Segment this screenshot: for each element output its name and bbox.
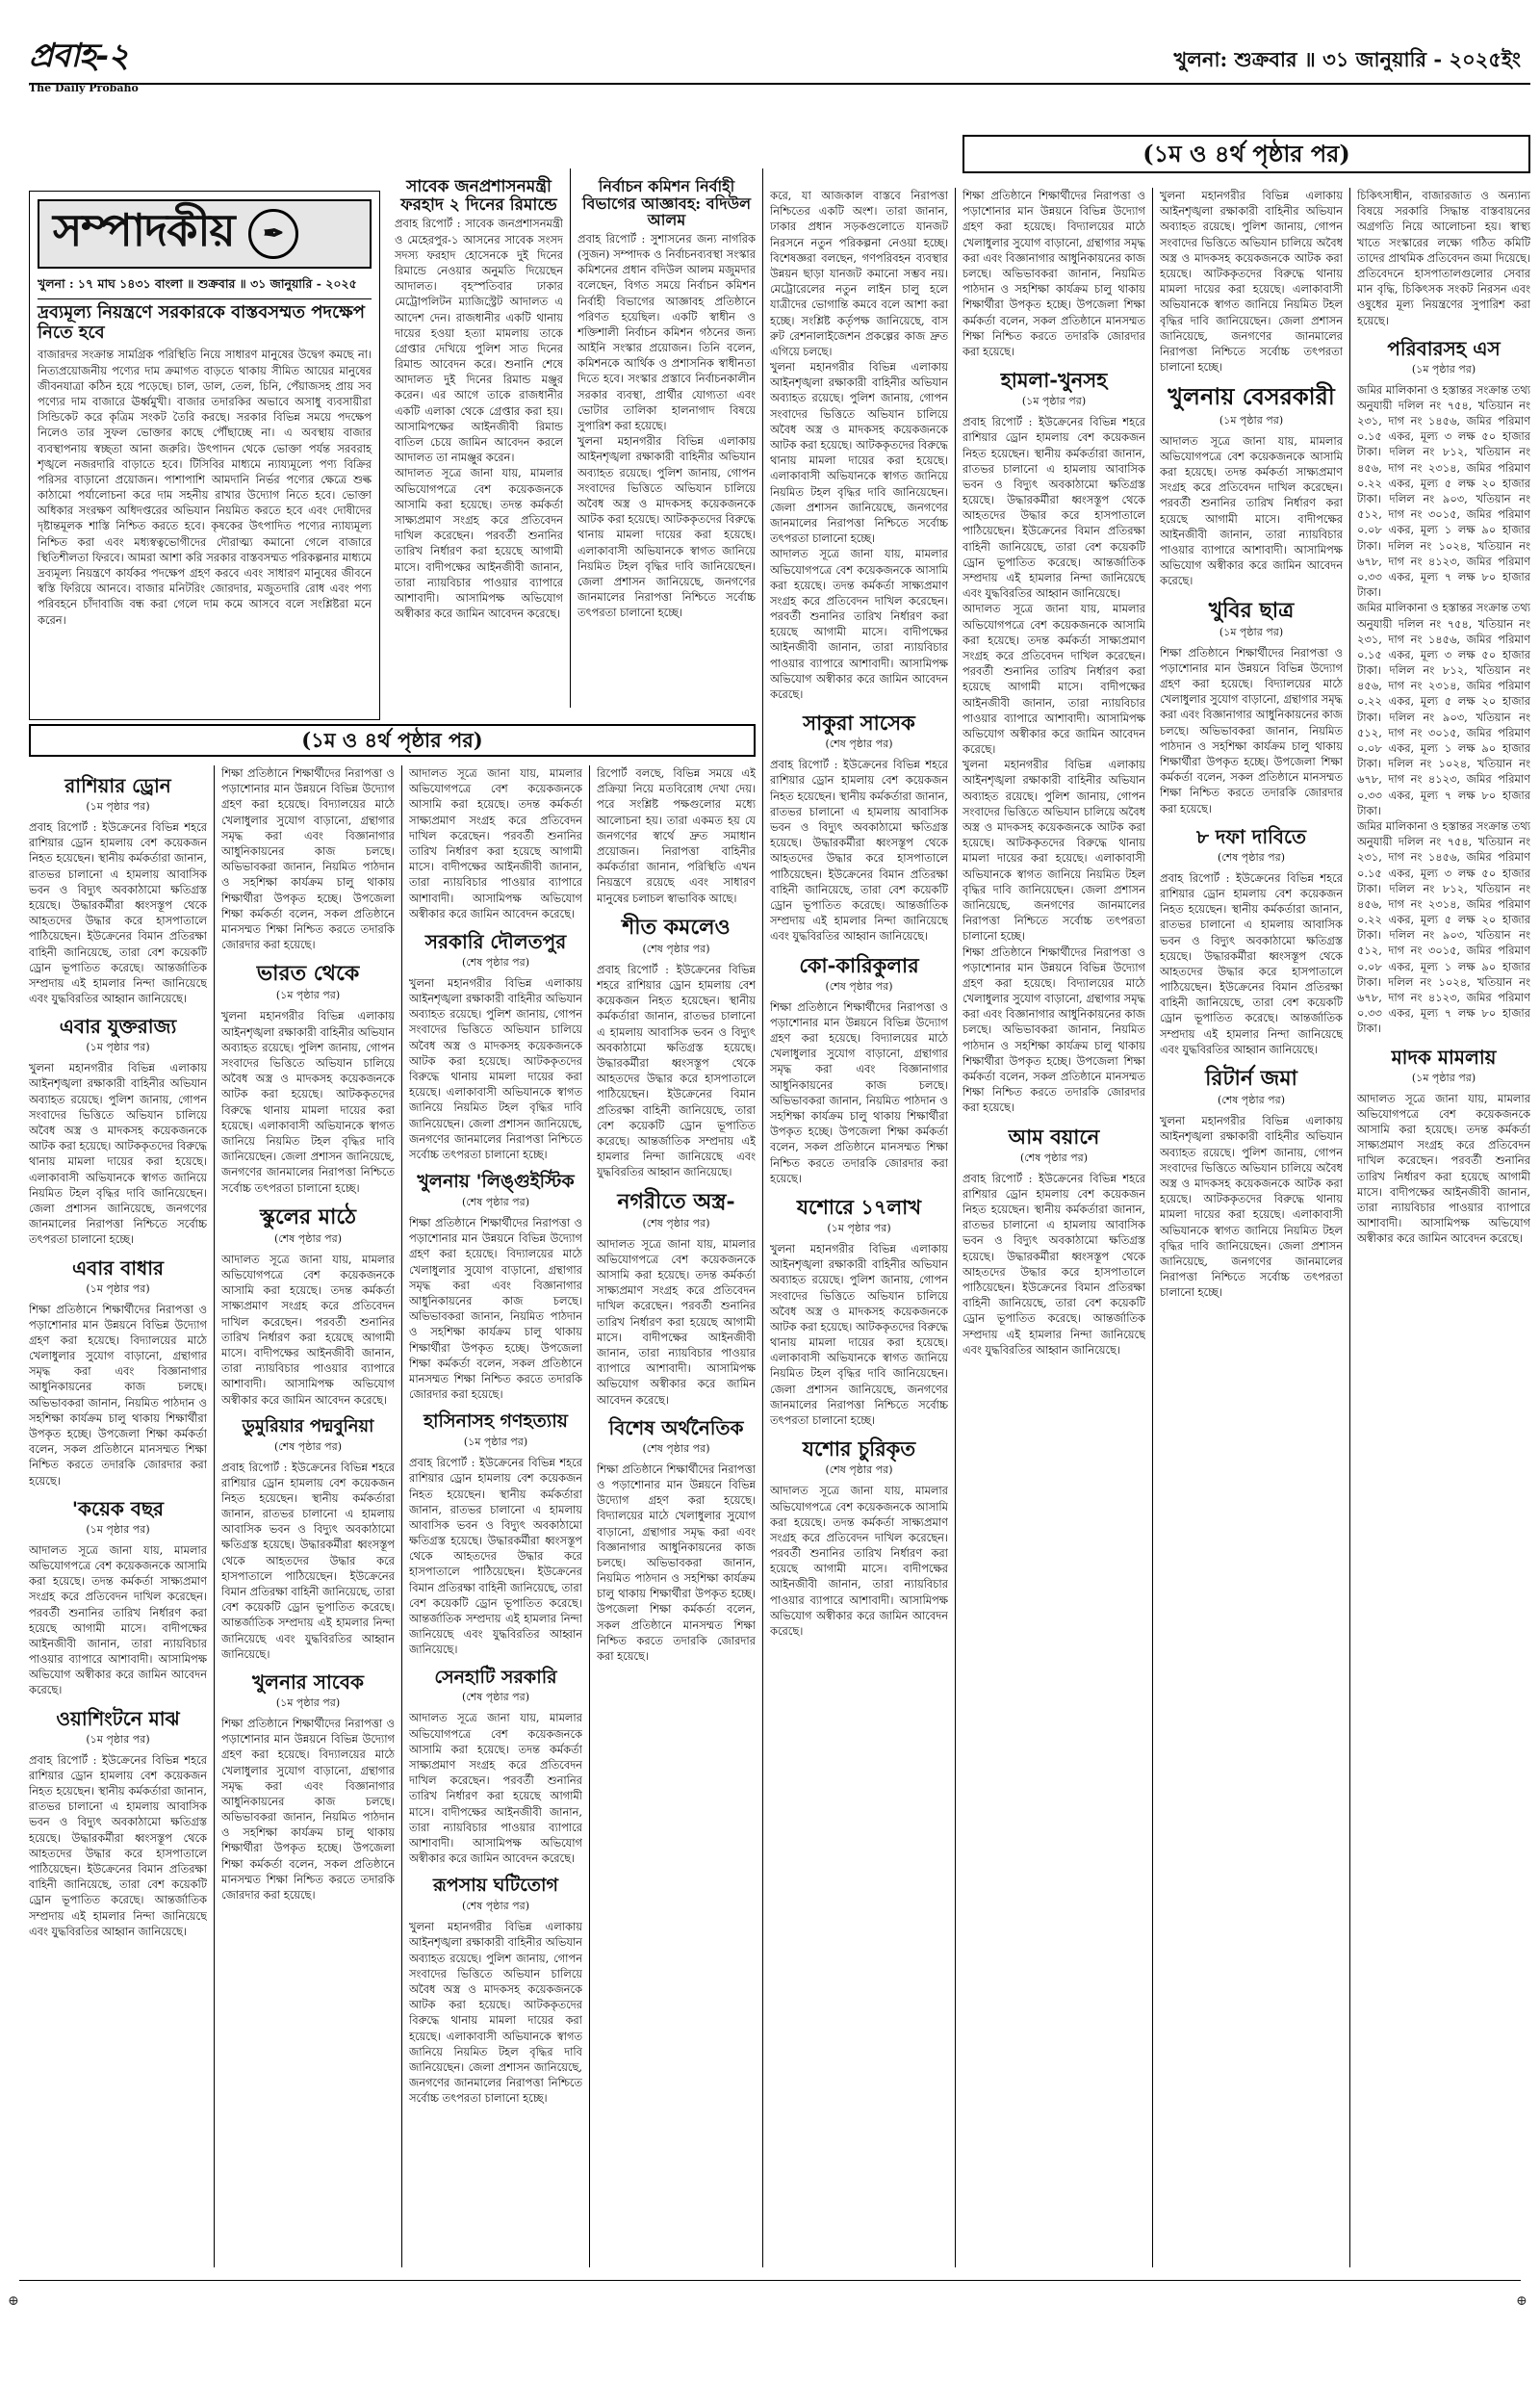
headline-attack: হামলা-খুনসহ bbox=[1000, 368, 1108, 393]
article-body: চিকিৎসাধীন, বাজারজাত ও অন্যান্য বিষয়ে সরকারি সিদ্ধান্ত বাস্তবায়নের অগ্রগতি নিয়ে আলোচনা হয়। স্বাস্থ্য খাতে সংস্কারের লক্ষ্যে গঠিত কমিটি তাদের প্রাথমিক প্রতিবেদন জমা দিয়েছে। প্রতিবেদনে হাসপাতালগুলোর সেবার মান বৃদ্ধি, চিকিৎসক সংকট নিরসন এবং ওষুধের মূল্য নিয়ন্ত্রণের সুপারিশ করা হয়েছে। bbox=[1357, 189, 1530, 327]
continued-note: (শেষ পৃষ্ঠার পর) bbox=[825, 1463, 893, 1477]
headline-daulatpur: সরকারি দৌলতপুর bbox=[424, 929, 567, 953]
headline-winter: শীত কমলেও bbox=[622, 914, 731, 940]
continued-note: (১ম পৃষ্ঠার পর) bbox=[86, 1522, 150, 1536]
article-body: প্রবাহ রিপোর্ট : সাবেক জনপ্রশাসনমন্ত্রী ও মেহেরপুর-১ আসনের সাবেক সংসদ সদস্য ফরহাদ হোসেনকে দুই দিনের রিমান্ডে নেওয়ার অনুমতি দিয়েছেন আদালত। বৃহস্পতিবার ঢাকার মেট্রোপলিটন ম্যাজিস্ট্রেট আদালত এ আদেশ দেন। রাজধানীর একটি থানায় দায়ের হওয়া হত্যা মামলায় তাকে গ্রেপ্তার দেখিয়ে পুলিশ সাত দিনের রিমান্ড আবেদন করে। শুনানি শেষে আদালত দুই দিনের রিমান্ড মঞ্জুর করেন। এর আগে তাকে রাজধানীর একটি এলাকা থেকে গ্রেপ্তার করা হয়। আসামিপক্ষের আইনজীবী রিমান্ড বাতিল চেয়ে জামিন আবেদন করলে আদালত তা নামঞ্জুর করেন। bbox=[395, 217, 563, 465]
article-body: আদালত সূত্রে জানা যায়, মামলার অভিযোগপত্রে বেশ কয়েকজনকে আসামি করা হয়েছে। তদন্ত কর্মকর্তা সাক্ষ্যপ্রমাণ সংগ্রহ করে প্রতিবেদন দাখিল করেছেন। পরবর্তী শুনানির তারিখ নির্ধারণ করা হয়েছে আগামী মাসে। বাদীপক্ষের আইনজীবী জানান, তারা ন্যায়বিচার পাওয়ার ব্যাপারে আশাবাদী। আসামিপক্ষ অভিযোগ অস্বীকার করে জামিন আবেদন করেছে। bbox=[770, 547, 948, 701]
continued-note: (১ম পৃষ্ঠার পর) bbox=[86, 1041, 150, 1054]
column-mid-2 bbox=[962, 188, 1145, 2267]
continued-note: (১ম পৃষ্ঠার পর) bbox=[463, 1436, 528, 1449]
editorial-body: বাজারদর সংক্রান্ত সামগ্রিক পরিস্থিতি নিয়ে সাধারণ মানুষের উদ্বেগ কমছে না। নিত্যপ্রয়োজনীয় পণ্যের দাম ক্রমাগত বাড়তে থাকায় সীমিত আয়ের মানুষের জীবনযাত্রা কঠিন হয়ে পড়েছে। চাল, ডাল, তেল, চিনি, পেঁয়াজসহ প্রায় সব পণ্যের দাম বাজারে ঊর্ধ্বমুখী। বাজার তদারকির অভাবে অসাধু ব্যবসায়ীরা সিন্ডিকেট করে কৃত্রিম সংকট তৈরি করছে। সরকার বিভিন্ন সময়ে পদক্ষেপ নিলেও তার সুফল ভোক্তার কাছে পৌঁছাচ্ছে না। এ অবস্থায় বাজার ব্যবস্থাপনায় স্বচ্ছতা আনা জরুরি। উৎপাদন থেকে ভোক্তা পর্যন্ত সরবরাহ শৃঙ্খলে নজরদারি বাড়াতে হবে। টিসিবির মাধ্যমে ন্যায্যমূল্যে পণ্য বিক্রির পরিসর বাড়ানো প্রয়োজন। পাশাপাশি আমদানি নির্ভর পণ্যের ক্ষেত্রে শুল্ক কাঠামো পর্যালোচনা করে দাম সহনীয় রাখার উদ্যোগ নিতে হবে। ভোক্তা অধিকার সংরক্ষণ অধিদপ্তরের অভিযান নিয়মিত করতে হবে এবং দোষীদের দৃষ্টান্তমূলক শাস্তি নিশ্চিত করতে হবে। কৃষকের উৎপাদিত পণ্যের ন্যায্যমূল্য নিশ্চিত করা এবং মধ্যস্বত্বভোগীদের দৌরাত্ম্য কমানো গেলে বাজারে স্থিতিশীলতা ফিরবে। আমরা আশা করি সরকার বাস্তবসম্মত পরিকল্পনার মাধ্যমে দ্রব্যমূল্য নিয়ন্ত্রণে কার্যকর পদক্ষেপ গ্রহণ করবে এবং সাধারণ মানুষের জীবনে স্বস্তি ফিরিয়ে আনবে। বাজার মনিটরিং জোরদার, মজুতদারি রোধ এবং পণ্য পরিবহনে চাঁদাবাজি বন্ধ করা গেলে দাম কমে আসবে বলে সংশ্লিষ্টরা মনে করেন। bbox=[38, 348, 372, 627]
column-divider bbox=[1152, 188, 1153, 2267]
headline-return: রিটার্ন জমা bbox=[1205, 1066, 1297, 1092]
continued-note: (শেষ পৃষ্ঠার পর) bbox=[1019, 1151, 1088, 1164]
editorial-heading-text: সম্পাদকীয় bbox=[53, 204, 235, 256]
article-body: খুলনা মহানগরীর বিভিন্ন এলাকায় আইনশৃঙ্খলা রক্ষাকারী বাহিনীর অভিযান অব্যাহত রয়েছে। পুলিশ জানায়, গোপন সংবাদের ভিত্তিতে অভিযান চালিয়ে অবৈধ অস্ত্র ও মাদকসহ কয়েকজনকে আটক করা হয়েছে। আটককৃতদের বিরুদ্ধে থানায় মামলা দায়ের করা হয়েছে। এলাকাবাসী অভিযানকে স্বাগত জানিয়ে নিয়মিত টহল বৃদ্ধির দাবি জানিয়েছেন। জেলা প্রশাসন জানিয়েছে, জনগণের জানমালের নিরাপত্তা নিশ্চিতে সর্বোচ্চ তৎপরতা চালানো হচ্ছে। bbox=[770, 360, 948, 546]
headline-jessore-stolen: যশোর চুরিকৃত bbox=[802, 1436, 916, 1462]
article-body: শিক্ষা প্রতিষ্ঠানে শিক্ষার্থীদের নিরাপত্তা ও পড়াশোনার মান উন্নয়নে বিভিন্ন উদ্যোগ গ্রহণ করা হয়েছে। বিদ্যালয়ের মাঠে খেলাধুলার সুযোগ বাড়ানো, গ্রন্থাগার সমৃদ্ধ করা এবং বিজ্ঞানাগার আধুনিকায়নের কাজ চলছে। অভিভাবকরা জানান, নিয়মিত পাঠদান ও সহশিক্ষা কার্যক্রম চালু থাকায় শিক্ষার্থীরা উপকৃত হচ্ছে। উপজেলা শিক্ষা কর্মকর্তা বলেন, সকল প্রতিষ্ঠানে মানসম্মত শিক্ষা নিশ্চিত করতে তদারকি জোরদার করা হয়েছে। bbox=[962, 189, 1145, 358]
column-left-2 bbox=[221, 765, 395, 2267]
headline-dumuria: ডুমুরিয়ার পদ্মবুনিয়া bbox=[242, 1415, 374, 1436]
article-body: প্রবাহ রিপোর্ট : ইউক্রেনের বিভিন্ন শহরে রাশিয়ার ড্রোন হামলায় বেশ কয়েকজন নিহত হয়েছেন। স্থানীয় কর্মকর্তারা জানান, রাতভর চালানো এ হামলায় আবাসিক ভবন ও বিদ্যুৎ অবকাঠামো ক্ষতিগ্রস্ত হয়েছে। উদ্ধারকর্মীরা ধ্বংসস্তূপ থেকে আহতদের উদ্ধার করে হাসপাতালে পাঠিয়েছেন। ইউক্রেনের বিমান প্রতিরক্ষা বাহিনী জানিয়েছে, তারা বেশ কয়েকটি ড্রোন ভূপাতিত করেছে। আন্তর্জাতিক সম্প্রদায় এই হামলার নিন্দা জানিয়েছে এবং যুদ্ধবিরতির আহ্বান জানিয়েছে। bbox=[221, 1460, 395, 1661]
article-body: আদালত সূত্রে জানা যায়, মামলার অভিযোগপত্রে বেশ কয়েকজনকে আসামি করা হয়েছে। তদন্ত কর্মকর্তা সাক্ষ্যপ্রমাণ সংগ্রহ করে প্রতিবেদন দাখিল করেছেন। পরবর্তী শুনানির তারিখ নির্ধারণ করা হয়েছে আগামী মাসে। বাদীপক্ষের আইনজীবী জানান, তারা ন্যায়বিচার পাওয়ার ব্যাপারে আশাবাদী। আসামিপক্ষ অভিযোগ অস্বীকার করে জামিন আবেদন করেছে। bbox=[409, 1711, 582, 1866]
article-body: শিক্ষা প্রতিষ্ঠানে শিক্ষার্থীদের নিরাপত্তা ও পড়াশোনার মান উন্নয়নে বিভিন্ন উদ্যোগ গ্রহণ করা হয়েছে। বিদ্যালয়ের মাঠে খেলাধুলার সুযোগ বাড়ানো, গ্রন্থাগার সমৃদ্ধ করা এবং বিজ্ঞানাগার আধুনিকায়নের কাজ চলছে। অভিভাবকরা জানান, নিয়মিত পাঠদান ও সহশিক্ষা কার্যক্রম চালু থাকায় শিক্ষার্থীরা উপকৃত হচ্ছে। উপজেলা শিক্ষা কর্মকর্তা বলেন, সকল প্রতিষ্ঠানে মানসম্মত শিক্ষা নিশ্চিত করতে তদারকি জোরদার করা হয়েছে। bbox=[962, 945, 1145, 1115]
headline-russia-drone: রাশিয়ার ড্রোন bbox=[64, 774, 171, 797]
headline-obstacle: এবার বাধার bbox=[71, 1255, 165, 1280]
article-body: প্রবাহ রিপোর্ট : ইউক্রেনের বিভিন্ন শহরে রাশিয়ার ড্রোন হামলায় বেশ কয়েকজন নিহত হয়েছেন। স্থানীয় কর্মকর্তারা জানান, রাতভর চালানো এ হামলায় আবাসিক ভবন ও বিদ্যুৎ অবকাঠামো ক্ষতিগ্রস্ত হয়েছে। উদ্ধারকর্মীরা ধ্বংসস্তূপ থেকে আহতদের উদ্ধার করে হাসপাতালে পাঠিয়েছেন। ইউক্রেনের বিমান প্রতিরক্ষা বাহিনী জানিয়েছে, তারা বেশ কয়েকটি ড্রোন ভূপাতিত করেছে। আন্তর্জাতিক সম্প্রদায় এই হামলার নিন্দা জানিয়েছে এবং যুদ্ধবিরতির আহ্বান জানিয়েছে। bbox=[1160, 870, 1343, 1056]
article-body: শিক্ষা প্রতিষ্ঠানে শিক্ষার্থীদের নিরাপত্তা ও পড়াশোনার মান উন্নয়নে বিভিন্ন উদ্যোগ গ্রহণ করা হয়েছে। বিদ্যালয়ের মাঠে খেলাধুলার সুযোগ বাড়ানো, গ্রন্থাগার সমৃদ্ধ করা এবং বিজ্ঞানাগার আধুনিকায়নের কাজ চলছে। অভিভাবকরা জানান, নিয়মিত পাঠদান ও সহশিক্ষা কার্যক্রম চালু থাকায় শিক্ষার্থীরা উপকৃত হচ্ছে। উপজেলা শিক্ষা কর্মকর্তা বলেন, সকল প্রতিষ্ঠানে মানসম্মত শিক্ষা নিশ্চিত করতে তদারকি জোরদার করা হয়েছে। bbox=[597, 1462, 756, 1663]
article-body: প্রবাহ রিপোর্ট : ইউক্রেনের বিভিন্ন শহরে রাশিয়ার ড্রোন হামলায় বেশ কয়েকজন নিহত হয়েছেন। স্থানীয় কর্মকর্তারা জানান, রাতভর চালানো এ হামলায় আবাসিক ভবন ও বিদ্যুৎ অবকাঠামো ক্ষতিগ্রস্ত হয়েছে। উদ্ধারকর্মীরা ধ্বংসস্তূপ থেকে আহতদের উদ্ধার করে হাসপাতালে পাঠিয়েছেন। ইউক্রেনের বিমান প্রতিরক্ষা বাহিনী জানিয়েছে, তারা বেশ কয়েকটি ড্রোন ভূপাতিত করেছে। আন্তর্জাতিক সম্প্রদায় এই হামলার নিন্দা জানিয়েছে এবং যুদ্ধবিরতির আহ্বান জানিয়েছে। bbox=[962, 1171, 1145, 1357]
article-body: খুলনা মহানগরীর বিভিন্ন এলাকায় আইনশৃঙ্খলা রক্ষাকারী বাহিনীর অভিযান অব্যাহত রয়েছে। পুলিশ জানায়, গোপন সংবাদের ভিত্তিতে অভিযান চালিয়ে অবৈধ অস্ত্র ও মাদকসহ কয়েকজনকে আটক করা হয়েছে। আটককৃতদের বিরুদ্ধে থানায় মামলা দায়ের করা হয়েছে। এলাকাবাসী অভিযানকে স্বাগত জানিয়ে নিয়মিত টহল বৃদ্ধির দাবি জানিয়েছেন। জেলা প্রশাসন জানিয়েছে, জনগণের জানমালের নিরাপত্তা নিশ্চিতে সর্বোচ্চ তৎপরতা চালানো হচ্ছে। bbox=[409, 975, 582, 1161]
headline-senhati: সেনহাটি সরকারি bbox=[434, 1666, 557, 1688]
article-body: আদালত সূত্রে জানা যায়, মামলার অভিযোগপত্রে বেশ কয়েকজনকে আসামি করা হয়েছে। তদন্ত কর্মকর্তা সাক্ষ্যপ্রমাণ সংগ্রহ করে প্রতিবেদন দাখিল করেছেন। পরবর্তী শুনানির তারিখ নির্ধারণ করা হয়েছে আগামী মাসে। বাদীপক্ষের আইনজীবী জানান, তারা ন্যায়বিচার পাওয়ার ব্যাপারে আশাবাদী। আসামিপক্ষ অভিযোগ অস্বীকার করে জামিন আবেদন করেছে। bbox=[770, 1484, 948, 1638]
article-body-continued: আদালত সূত্রে জানা যায়, মামলার অভিযোগপত্রে বেশ কয়েকজনকে আসামি করা হয়েছে। তদন্ত কর্মকর্তা সাক্ষ্যপ্রমাণ সংগ্রহ করে প্রতিবেদন দাখিল করেছেন। পরবর্তী শুনানির তারিখ নির্ধারণ করা হয়েছে আগামী মাসে। বাদীপক্ষের আইনজীবী জানান, তারা ন্যায়বিচার পাওয়ার ব্যাপারে আশাবাদী। আসামিপক্ষ অভিযোগ অস্বীকার করে জামিন আবেদন করেছে। bbox=[395, 466, 563, 621]
article-body: আদালত সূত্রে জানা যায়, মামলার অভিযোগপত্রে বেশ কয়েকজনকে আসামি করা হয়েছে। তদন্ত কর্মকর্তা সাক্ষ্যপ্রমাণ সংগ্রহ করে প্রতিবেদন দাখিল করেছেন। পরবর্তী শুনানির তারিখ নির্ধারণ করা হয়েছে আগামী মাসে। বাদীপক্ষের আইনজীবী জানান, তারা ন্যায়বিচার পাওয়ার ব্যাপারে আশাবাদী। আসামিপক্ষ অভিযোগ অস্বীকার করে জামিন আবেদন করেছে। bbox=[221, 1252, 395, 1407]
article-body: শিক্ষা প্রতিষ্ঠানে শিক্ষার্থীদের নিরাপত্তা ও পড়াশোনার মান উন্নয়নে বিভিন্ন উদ্যোগ গ্রহণ করা হয়েছে। বিদ্যালয়ের মাঠে খেলাধুলার সুযোগ বাড়ানো, গ্রন্থাগার সমৃদ্ধ করা এবং বিজ্ঞানাগার আধুনিকায়নের কাজ চলছে। অভিভাবকরা জানান, নিয়মিত পাঠদান ও সহশিক্ষা কার্যক্রম চালু থাকায় শিক্ষার্থীরা উপকৃত হচ্ছে। উপজেলা শিক্ষা কর্মকর্তা বলেন, সকল প্রতিষ্ঠানে মানসম্মত শিক্ষা নিশ্চিত করতে তদারকি জোরদার করা হয়েছে। bbox=[29, 1302, 207, 1488]
continued-note: (১ম পৃষ্ঠার পর) bbox=[1411, 1071, 1476, 1084]
column-top-2 bbox=[578, 168, 756, 708]
headline-student: খুবির ছাত্র bbox=[1208, 597, 1295, 623]
article-body: প্রবাহ রিপোর্ট : ইউক্রেনের বিভিন্ন শহরে রাশিয়ার ড্রোন হামলায় বেশ কয়েকজন নিহত হয়েছেন। স্থানীয় কর্মকর্তারা জানান, রাতভর চালানো এ হামলায় আবাসিক ভবন ও বিদ্যুৎ অবকাঠামো ক্ষতিগ্রস্ত হয়েছে। উদ্ধারকর্মীরা ধ্বংসস্তূপ থেকে আহতদের উদ্ধার করে হাসপাতালে পাঠিয়েছেন। ইউক্রেনের বিমান প্রতিরক্ষা বাহিনী জানিয়েছে, তারা বেশ কয়েকটি ড্রোন ভূপাতিত করেছে। আন্তর্জাতিক সম্প্রদায় এই হামলার নিন্দা জানিয়েছে এবং যুদ্ধবিরতির আহ্বান জানিয়েছে। bbox=[29, 820, 207, 1006]
headline-drug-case: মাদক মামলায় bbox=[1391, 1045, 1497, 1069]
column-divider bbox=[1349, 188, 1350, 2267]
continued-note: (১ম পৃষ্ঠার পর) bbox=[1219, 625, 1284, 638]
article-body: প্রবাহ রিপোর্ট : সুশাসনের জন্য নাগরিক (সুজন) সম্পাদক ও নির্বাচনব্যবস্থা সংস্কার কমিশনের প্রধান বদিউল আলম মজুমদার বলেছেন, বিগত সময়ে নির্বাচন কমিশন নির্বাহী বিভাগের আজ্ঞাবহ প্রতিষ্ঠানে পরিণত হয়েছিল। একটি স্বাধীন ও শক্তিশালী নির্বাচন কমিশন গঠনের জন্য আইনি সংস্কার প্রয়োজন। তিনি বলেন, কমিশনকে আর্থিক ও প্রশাসনিক স্বাধীনতা দিতে হবে। সংস্কার প্রস্তাবে নির্বাচনকালীন সরকার ব্যবস্থা, প্রার্থীর যোগ্যতা এবং ভোটার তালিকা হালনাগাদ বিষয়ে সুপারিশ করা হয়েছে। bbox=[578, 231, 756, 433]
masthead bbox=[29, 29, 1530, 94]
article-body: খুলনা মহানগরীর বিভিন্ন এলাকায় আইনশৃঙ্খলা রক্ষাকারী বাহিনীর অভিযান অব্যাহত রয়েছে। পুলিশ জানায়, গোপন সংবাদের ভিত্তিতে অভিযান চালিয়ে অবৈধ অস্ত্র ও মাদকসহ কয়েকজনকে আটক করা হয়েছে। আটককৃতদের বিরুদ্ধে থানায় মামলা দায়ের করা হয়েছে। এলাকাবাসী অভিযানকে স্বাগত জানিয়ে নিয়মিত টহল বৃদ্ধির দাবি জানিয়েছেন। জেলা প্রশাসন জানিয়েছে, জনগণের জানমালের নিরাপত্তা নিশ্চিতে সর্বোচ্চ তৎপরতা চালানো হচ্ছে। bbox=[29, 1061, 207, 1247]
continued-banner-top: (১ম ও ৪র্থ পৃষ্ঠার পর) bbox=[962, 135, 1530, 173]
headline-khulna-private: খুলনায় বেসরকারী bbox=[1168, 382, 1335, 411]
continued-note: (শেষ পৃষ্ঠার পর) bbox=[461, 1900, 529, 1913]
continued-note: (শেষ পৃষ্ঠার পর) bbox=[825, 979, 893, 993]
article-body: জমির মালিকানা ও হস্তান্তর সংক্রান্ত তথ্য অনুযায়ী দলিল নং ৭৫৪, খতিয়ান নং ২৩১, দাগ নং ১৪৫৬, জমির পরিমাণ ০.১৫ একর, মূল্য ৩ লক্ষ ৫০ হাজার টাকা। দলিল নং ৮১২, খতিয়ান নং ৪৫৬, দাগ নং ২৩১৪, জমির পরিমাণ ০.২২ একর, মূল্য ৫ লক্ষ ২০ হাজার টাকা। দলিল নং ৯০৩, খতিয়ান নং ৫১২, দাগ নং ৩০১৫, জমির পরিমাণ ০.০৮ একর, মূল্য ১ লক্ষ ৯০ হাজার টাকা। দলিল নং ১০২৪, খতিয়ান নং ৬৭৮, দাগ নং ৪১২৩, জমির পরিমাণ ০.৩৩ একর, মূল্য ৭ লক্ষ ৮০ হাজার টাকা। bbox=[1357, 382, 1530, 600]
headline-mango: আম বয়ানে bbox=[1008, 1124, 1100, 1149]
continued-note: (শেষ পৃষ্ঠার পর) bbox=[273, 1439, 342, 1453]
logo-text: প্রবাহ-২ bbox=[29, 37, 129, 75]
headline-hasina: হাসিনাসহ গণহত্যায় bbox=[424, 1411, 568, 1433]
article-body: শিক্ষা প্রতিষ্ঠানে শিক্ষার্থীদের নিরাপত্তা ও পড়াশোনার মান উন্নয়নে বিভিন্ন উদ্যোগ গ্রহণ করা হয়েছে। বিদ্যালয়ের মাঠে খেলাধুলার সুযোগ বাড়ানো, গ্রন্থাগার সমৃদ্ধ করা এবং বিজ্ঞানাগার আধুনিকায়নের কাজ চলছে। অভিভাবকরা জানান, নিয়মিত পাঠদান ও সহশিক্ষা কার্যক্রম চালু থাকায় শিক্ষার্থীরা উপকৃত হচ্ছে। উপজেলা শিক্ষা কর্মকর্তা বলেন, সকল প্রতিষ্ঠানে মানসম্মত শিক্ষা নিশ্চিত করতে তদারকি জোরদার করা হয়েছে। bbox=[1160, 645, 1343, 815]
headline-washington: ওয়াশিংটনে মাঝ bbox=[56, 1706, 180, 1730]
headline-school: স্কুলের মাঠে bbox=[259, 1204, 357, 1229]
continued-note: (১ম পৃষ্ঠার পর) bbox=[1411, 362, 1476, 375]
article-body: জমির মালিকানা ও হস্তান্তর সংক্রান্ত তথ্য অনুযায়ী দলিল নং ৭৫৪, খতিয়ান নং ২৩১, দাগ নং ১৪৫৬, জমির পরিমাণ ০.১৫ একর, মূল্য ৩ লক্ষ ৫০ হাজার টাকা। দলিল নং ৮১২, খতিয়ান নং ৪৫৬, দাগ নং ২৩১৪, জমির পরিমাণ ০.২২ একর, মূল্য ৫ লক্ষ ২০ হাজার টাকা। দলিল নং ৯০৩, খতিয়ান নং ৫১২, দাগ নং ৩০১৫, জমির পরিমাণ ০.০৮ একর, মূল্য ১ লক্ষ ৯০ হাজার টাকা। দলিল নং ১০২৪, খতিয়ান নং ৬৭৮, দাগ নং ৪১২৩, জমির পরিমাণ ০.৩৩ একর, মূল্য ৭ লক্ষ ৮০ হাজার টাকা। bbox=[1357, 601, 1530, 817]
continued-note: (১ম পৃষ্ঠার পর) bbox=[1219, 413, 1284, 427]
editorial-title: দ্রব্যমূল্য নিয়ন্ত্রণে সরকারকে বাস্তবসম্মত পদক্ষেপ নিতে হবে bbox=[38, 302, 366, 343]
article-body: শিক্ষা প্রতিষ্ঠানে শিক্ষার্থীদের নিরাপত্তা ও পড়াশোনার মান উন্নয়নে বিভিন্ন উদ্যোগ গ্রহণ করা হয়েছে। বিদ্যালয়ের মাঠে খেলাধুলার সুযোগ বাড়ানো, গ্রন্থাগার সমৃদ্ধ করা এবং বিজ্ঞানাগার আধুনিকায়নের কাজ চলছে। অভিভাবকরা জানান, নিয়মিত পাঠদান ও সহশিক্ষা কার্যক্রম চালু থাকায় শিক্ষার্থীরা উপকৃত হচ্ছে। উপজেলা শিক্ষা কর্মকর্তা বলেন, সকল প্রতিষ্ঠানে মানসম্মত শিক্ষা নিশ্চিত করতে তদারকি জোরদার করা হয়েছে। bbox=[221, 1716, 395, 1902]
article-body: প্রবাহ রিপোর্ট : ইউক্রেনের বিভিন্ন শহরে রাশিয়ার ড্রোন হামলায় বেশ কয়েকজন নিহত হয়েছেন। স্থানীয় কর্মকর্তারা জানান, রাতভর চালানো এ হামলায় আবাসিক ভবন ও বিদ্যুৎ অবকাঠামো ক্ষতিগ্রস্ত হয়েছে। উদ্ধারকর্মীরা ধ্বংসস্তূপ থেকে আহতদের উদ্ধার করে হাসপাতালে পাঠিয়েছেন। ইউক্রেনের বিমান প্রতিরক্ষা বাহিনী জানিয়েছে, তারা বেশ কয়েকটি ড্রোন ভূপাতিত করেছে। আন্তর্জাতিক সম্প্রদায় এই হামলার নিন্দা জানিয়েছে এবং যুদ্ধবিরতির আহ্বান জানিয়েছে। bbox=[962, 415, 1145, 601]
continued-note: (শেষ পৃষ্ঠার পর) bbox=[642, 1441, 710, 1455]
continued-note: (শেষ পৃষ্ঠার পর) bbox=[273, 1231, 342, 1245]
column-divider bbox=[214, 765, 215, 2267]
continued-note: (১ম পৃষ্ঠার পর) bbox=[275, 989, 341, 1002]
headline-rupsha: রূপসায় ঘটিতোগ bbox=[433, 1875, 558, 1897]
column-divider bbox=[589, 765, 590, 2267]
continued-note: (১ম পৃষ্ঠার পর) bbox=[275, 1695, 341, 1709]
continued-note: (শেষ পৃষ্ঠার পর) bbox=[642, 942, 710, 955]
dateline: খুলনা: শুক্রবার ॥ ৩১ জানুয়ারি - ২০২৫ইং bbox=[1173, 47, 1521, 71]
continued-note: (১ম পৃষ্ঠার পর) bbox=[86, 800, 150, 813]
continued-note: (শেষ পৃষ্ঠার পর) bbox=[1217, 1094, 1285, 1107]
continued-note: (১ম পৃষ্ঠার পর) bbox=[827, 1221, 891, 1234]
article-body: রিপোর্ট বলছে, বিভিন্ন সময়ে এই প্রক্রিয়া নিয়ে মতবিরোধ দেখা দেয়। পরে সংশ্লিষ্ট পক্ষগুলোর মধ্যে আলোচনা হয়। তারা একমত হয় যে জনগণের স্বার্থে দ্রুত সমাধান প্রয়োজন। নিরাপত্তা বাহিনীর কর্মকর্তারা জানান, পরিস্থিতি এখন নিয়ন্ত্রণে রয়েছে এবং সাধারণ মানুষের চলাচল স্বাভাবিক আছে। bbox=[597, 766, 756, 905]
headline-sakura: সাকুরা সাসেক bbox=[803, 711, 915, 736]
column-divider bbox=[955, 188, 956, 2267]
article-body: খুলনা মহানগরীর বিভিন্ন এলাকায় আইনশৃঙ্খলা রক্ষাকারী বাহিনীর অভিযান অব্যাহত রয়েছে। পুলিশ জানায়, গোপন সংবাদের ভিত্তিতে অভিযান চালিয়ে অবৈধ অস্ত্র ও মাদকসহ কয়েকজনকে আটক করা হয়েছে। আটককৃতদের বিরুদ্ধে থানায় মামলা দায়ের করা হয়েছে। এলাকাবাসী অভিযানকে স্বাগত জানিয়ে নিয়মিত টহল বৃদ্ধির দাবি জানিয়েছেন। জেলা প্রশাসন জানিয়েছে, জনগণের জানমালের নিরাপত্তা নিশ্চিতে সর্বোচ্চ তৎপরতা চালানো হচ্ছে। bbox=[1160, 189, 1343, 375]
registration-mark-icon: ⊕ bbox=[1516, 2293, 1527, 2309]
article-body-continued: খুলনা মহানগরীর বিভিন্ন এলাকায় আইনশৃঙ্খলা রক্ষাকারী বাহিনীর অভিযান অব্যাহত রয়েছে। পুলিশ জানায়, গোপন সংবাদের ভিত্তিতে অভিযান চালিয়ে অবৈধ অস্ত্র ও মাদকসহ কয়েকজনকে আটক করা হয়েছে। আটককৃতদের বিরুদ্ধে থানায় মামলা দায়ের করা হয়েছে। এলাকাবাসী অভিযানকে স্বাগত জানিয়ে নিয়মিত টহল বৃদ্ধির দাবি জানিয়েছেন। জেলা প্রশাসন জানিয়েছে, জনগণের জানমালের নিরাপত্তা নিশ্চিতে সর্বোচ্চ তৎপরতা চালানো হচ্ছে। bbox=[578, 434, 756, 620]
continued-note: (১ম পৃষ্ঠার পর) bbox=[86, 1732, 150, 1746]
headline-britain: এবার যুক্তরাজ্য bbox=[59, 1015, 177, 1039]
article-body: আদালত সূত্রে জানা যায়, মামলার অভিযোগপত্রে বেশ কয়েকজনকে আসামি করা হয়েছে। তদন্ত কর্মকর্তা সাক্ষ্যপ্রমাণ সংগ্রহ করে প্রতিবেদন দাখিল করেছেন। পরবর্তী শুনানির তারিখ নির্ধারণ করা হয়েছে আগামী মাসে। বাদীপক্ষের আইনজীবী জানান, তারা ন্যায়বিচার পাওয়ার ব্যাপারে আশাবাদী। আসামিপক্ষ অভিযোগ অস্বীকার করে জামিন আবেদন করেছে। bbox=[962, 602, 1145, 757]
continued-note: (শেষ পৃষ্ঠার পর) bbox=[1217, 850, 1285, 864]
article-body: শিক্ষা প্রতিষ্ঠানে শিক্ষার্থীদের নিরাপত্তা ও পড়াশোনার মান উন্নয়নে বিভিন্ন উদ্যোগ গ্রহণ করা হয়েছে। বিদ্যালয়ের মাঠে খেলাধুলার সুযোগ বাড়ানো, গ্রন্থাগার সমৃদ্ধ করা এবং বিজ্ঞানাগার আধুনিকায়নের কাজ চলছে। অভিভাবকরা জানান, নিয়মিত পাঠদান ও সহশিক্ষা কার্যক্রম চালু থাকায় শিক্ষার্থীরা উপকৃত হচ্ছে। উপজেলা শিক্ষা কর্মকর্তা বলেন, সকল প্রতিষ্ঠানে মানসম্মত শিক্ষা নিশ্চিত করতে তদারকি জোরদার করা হয়েছে। bbox=[221, 766, 395, 952]
article-body: আদালত সূত্রে জানা যায়, মামলার অভিযোগপত্রে বেশ কয়েকজনকে আসামি করা হয়েছে। তদন্ত কর্মকর্তা সাক্ষ্যপ্রমাণ সংগ্রহ করে প্রতিবেদন দাখিল করেছেন। পরবর্তী শুনানির তারিখ নির্ধারণ করা হয়েছে আগামী মাসে। বাদীপক্ষের আইনজীবী জানান, তারা ন্যায়বিচার পাওয়ার ব্যাপারে আশাবাদী। আসামিপক্ষ অভিযোগ অস্বীকার করে জামিন আবেদন করেছে। bbox=[1160, 433, 1343, 588]
headline-jessore: যশোরে ১৭লাখ bbox=[796, 1194, 922, 1219]
column-right bbox=[1357, 188, 1530, 2267]
column-divider bbox=[570, 168, 571, 708]
headline-khulna-former: খুলনার সাবেক bbox=[252, 1669, 364, 1694]
article-body: প্রবাহ রিপোর্ট : ইউক্রেনের বিভিন্ন শহরে রাশিয়ার ড্রোন হামলায় বেশ কয়েকজন নিহত হয়েছেন। স্থানীয় কর্মকর্তারা জানান, রাতভর চালানো এ হামলায় আবাসিক ভবন ও বিদ্যুৎ অবকাঠামো ক্ষতিগ্রস্ত হয়েছে। উদ্ধারকর্মীরা ধ্বংসস্তূপ থেকে আহতদের উদ্ধার করে হাসপাতালে পাঠিয়েছেন। ইউক্রেনের বিমান প্রতিরক্ষা বাহিনী জানিয়েছে, তারা বেশ কয়েকটি ড্রোন ভূপাতিত করেছে। আন্তর্জাতিক সম্প্রদায় এই হামলার নিন্দা জানিয়েছে এবং যুদ্ধবিরতির আহ্বান জানিয়েছে। bbox=[409, 1456, 582, 1657]
column-divider bbox=[401, 765, 402, 2267]
continued-note: (শেষ পৃষ্ঠার পর) bbox=[461, 1196, 529, 1209]
column-left-3 bbox=[409, 765, 582, 2267]
registration-mark-icon: ⊕ bbox=[8, 2293, 19, 2309]
article-body: প্রবাহ রিপোর্ট : ইউক্রেনের বিভিন্ন শহরে রাশিয়ার ড্রোন হামলায় বেশ কয়েকজন নিহত হয়েছেন। স্থানীয় কর্মকর্তারা জানান, রাতভর চালানো এ হামলায় আবাসিক ভবন ও বিদ্যুৎ অবকাঠামো ক্ষতিগ্রস্ত হয়েছে। উদ্ধারকর্মীরা ধ্বংসস্তূপ থেকে আহতদের উদ্ধার করে হাসপাতালে পাঠিয়েছেন। ইউক্রেনের বিমান প্রতিরক্ষা বাহিনী জানিয়েছে, তারা বেশ কয়েকটি ড্রোন ভূপাতিত করেছে। আন্তর্জাতিক সম্প্রদায় এই হামলার নিন্দা জানিয়েছে এবং যুদ্ধবিরতির আহ্বান জানিয়েছে। bbox=[770, 758, 948, 944]
headline-years: 'কয়েক বছর bbox=[71, 1496, 165, 1520]
column-mid-1 bbox=[770, 188, 948, 2267]
headline-special-economic: বিশেষ অর্থনৈতিক bbox=[608, 1415, 744, 1439]
article-body: আদালত সূত্রে জানা যায়, মামলার অভিযোগপত্রে বেশ কয়েকজনকে আসামি করা হয়েছে। তদন্ত কর্মকর্তা সাক্ষ্যপ্রমাণ সংগ্রহ করে প্রতিবেদন দাখিল করেছেন। পরবর্তী শুনানির তারিখ নির্ধারণ করা হয়েছে আগামী মাসে। বাদীপক্ষের আইনজীবী জানান, তারা ন্যায়বিচার পাওয়ার ব্যাপারে আশাবাদী। আসামিপক্ষ অভিযোগ অস্বীকার করে জামিন আবেদন করেছে। bbox=[409, 766, 582, 920]
article-body: খুলনা মহানগরীর বিভিন্ন এলাকায় আইনশৃঙ্খলা রক্ষাকারী বাহিনীর অভিযান অব্যাহত রয়েছে। পুলিশ জানায়, গোপন সংবাদের ভিত্তিতে অভিযান চালিয়ে অবৈধ অস্ত্র ও মাদকসহ কয়েকজনকে আটক করা হয়েছে। আটককৃতদের বিরুদ্ধে থানায় মামলা দায়ের করা হয়েছে। এলাকাবাসী অভিযানকে স্বাগত জানিয়ে নিয়মিত টহল বৃদ্ধির দাবি জানিয়েছেন। জেলা প্রশাসন জানিয়েছে, জনগণের জানমালের নিরাপত্তা নিশ্চিতে সর্বোচ্চ তৎপরতা চালানো হচ্ছে। bbox=[1160, 1114, 1343, 1300]
column-mid-3 bbox=[1160, 188, 1343, 2267]
article-body: খুলনা মহানগরীর বিভিন্ন এলাকায় আইনশৃঙ্খলা রক্ষাকারী বাহিনীর অভিযান অব্যাহত রয়েছে। পুলিশ জানায়, গোপন সংবাদের ভিত্তিতে অভিযান চালিয়ে অবৈধ অস্ত্র ও মাদকসহ কয়েকজনকে আটক করা হয়েছে। আটককৃতদের বিরুদ্ধে থানায় মামলা দায়ের করা হয়েছে। এলাকাবাসী অভিযানকে স্বাগত জানিয়ে নিয়মিত টহল বৃদ্ধির দাবি জানিয়েছেন। জেলা প্রশাসন জানিয়েছে, জনগণের জানমালের নিরাপত্তা নিশ্চিতে সর্বোচ্চ তৎপরতা চালানো হচ্ছে। bbox=[962, 758, 1145, 944]
continued-note: (১ম পৃষ্ঠার পর) bbox=[1021, 395, 1087, 408]
headline-india: ভারত থেকে bbox=[256, 961, 360, 987]
article-body: আদালত সূত্রে জানা যায়, মামলার অভিযোগপত্রে বেশ কয়েকজনকে আসামি করা হয়েছে। তদন্ত কর্মকর্তা সাক্ষ্যপ্রমাণ সংগ্রহ করে প্রতিবেদন দাখিল করেছেন। পরবর্তী শুনানির তারিখ নির্ধারণ করা হয়েছে আগামী মাসে। বাদীপক্ষের আইনজীবী জানান, তারা ন্যায়বিচার পাওয়ার ব্যাপারে আশাবাদী। আসামিপক্ষ অভিযোগ অস্বীকার করে জামিন আবেদন করেছে। bbox=[1357, 1091, 1530, 1246]
headline-city-arms: নগরীতে অস্ত্র- bbox=[617, 1188, 735, 1214]
article-body: আদালত সূত্রে জানা যায়, মামলার অভিযোগপত্রে বেশ কয়েকজনকে আসামি করা হয়েছে। তদন্ত কর্মকর্তা সাক্ষ্যপ্রমাণ সংগ্রহ করে প্রতিবেদন দাখিল করেছেন। পরবর্তী শুনানির তারিখ নির্ধারণ করা হয়েছে আগামী মাসে। বাদীপক্ষের আইনজীবী জানান, তারা ন্যায়বিচার পাওয়ার ব্যাপারে আশাবাদী। আসামিপক্ষ অভিযোগ অস্বীকার করে জামিন আবেদন করেছে। bbox=[29, 1542, 207, 1697]
continued-note: (১ম পৃষ্ঠার পর) bbox=[86, 1281, 150, 1295]
article-body: প্রবাহ রিপোর্ট : ইউক্রেনের বিভিন্ন শহরে রাশিয়ার ড্রোন হামলায় বেশ কয়েকজন নিহত হয়েছেন। স্থানীয় কর্মকর্তারা জানান, রাতভর চালানো এ হামলায় আবাসিক ভবন ও বিদ্যুৎ অবকাঠামো ক্ষতিগ্রস্ত হয়েছে। উদ্ধারকর্মীরা ধ্বংসস্তূপ থেকে আহতদের উদ্ধার করে হাসপাতালে পাঠিয়েছেন। ইউক্রেনের বিমান প্রতিরক্ষা বাহিনী জানিয়েছে, তারা বেশ কয়েকটি ড্রোন ভূপাতিত করেছে। আন্তর্জাতিক সম্প্রদায় এই হামলার নিন্দা জানিয়েছে এবং যুদ্ধবিরতির আহ্বান জানিয়েছে। bbox=[29, 1752, 207, 1938]
editorial-heading bbox=[38, 199, 372, 269]
column-divider bbox=[762, 168, 763, 2267]
continued-note: (শেষ পৃষ্ঠার পর) bbox=[642, 1216, 710, 1229]
article-body: শিক্ষা প্রতিষ্ঠানে শিক্ষার্থীদের নিরাপত্তা ও পড়াশোনার মান উন্নয়নে বিভিন্ন উদ্যোগ গ্রহণ করা হয়েছে। বিদ্যালয়ের মাঠে খেলাধুলার সুযোগ বাড়ানো, গ্রন্থাগার সমৃদ্ধ করা এবং বিজ্ঞানাগার আধুনিকায়নের কাজ চলছে। অভিভাবকরা জানান, নিয়মিত পাঠদান ও সহশিক্ষা কার্যক্রম চালু থাকায় শিক্ষার্থীরা উপকৃত হচ্ছে। উপজেলা শিক্ষা কর্মকর্তা বলেন, সকল প্রতিষ্ঠানে মানসম্মত শিক্ষা নিশ্চিত করতে তদারকি জোরদার করা হয়েছে। bbox=[409, 1216, 582, 1402]
editorial-box bbox=[29, 191, 380, 720]
headline-election-commission: নির্বাচন কমিশন নির্বাহী বিভাগের আজ্ঞাবহ: বদিউল আলম bbox=[581, 177, 751, 230]
column-left-4 bbox=[597, 765, 756, 2267]
continued-note: (শেষ পৃষ্ঠার পর) bbox=[461, 955, 529, 969]
headline-linguistic: খুলনায় 'লিঙ্গুইস্টিক bbox=[417, 1171, 575, 1193]
article-body: শিক্ষা প্রতিষ্ঠানে শিক্ষার্থীদের নিরাপত্তা ও পড়াশোনার মান উন্নয়নে বিভিন্ন উদ্যোগ গ্রহণ করা হয়েছে। বিদ্যালয়ের মাঠে খেলাধুলার সুযোগ বাড়ানো, গ্রন্থাগার সমৃদ্ধ করা এবং বিজ্ঞানাগার আধুনিকায়নের কাজ চলছে। অভিভাবকরা জানান, নিয়মিত পাঠদান ও সহশিক্ষা কার্যক্রম চালু থাকায় শিক্ষার্থীরা উপকৃত হচ্ছে। উপজেলা শিক্ষা কর্মকর্তা বলেন, সকল প্রতিষ্ঠানে মানসম্মত শিক্ষা নিশ্চিত করতে তদারকি জোরদার করা হয়েছে। bbox=[770, 999, 948, 1185]
article-body: খুলনা মহানগরীর বিভিন্ন এলাকায় আইনশৃঙ্খলা রক্ষাকারী বাহিনীর অভিযান অব্যাহত রয়েছে। পুলিশ জানায়, গোপন সংবাদের ভিত্তিতে অভিযান চালিয়ে অবৈধ অস্ত্র ও মাদকসহ কয়েকজনকে আটক করা হয়েছে। আটককৃতদের বিরুদ্ধে থানায় মামলা দায়ের করা হয়েছে। এলাকাবাসী অভিযানকে স্বাগত জানিয়ে নিয়মিত টহল বৃদ্ধির দাবি জানিয়েছেন। জেলা প্রশাসন জানিয়েছে, জনগণের জানমালের নিরাপত্তা নিশ্চিতে সর্বোচ্চ তৎপরতা চালানো হচ্ছে। bbox=[770, 1241, 948, 1428]
headline-demand: ৮ দফা দাবিতে bbox=[1195, 824, 1307, 848]
headline-family: পরিবারসহ এস bbox=[1387, 336, 1501, 360]
pen-icon: ✒ bbox=[248, 209, 298, 259]
article-body: করে, যা আজকাল বাস্তবে নিরাপত্তা নিশ্চিতের একটি অংশ। তারা জানান, ঢাকার প্রধান সড়কগুলোতে যানজট নিরসনে নতুন পরিকল্পনা নেওয়া হচ্ছে। বিশেষজ্ঞরা বলছেন, গণপরিবহন ব্যবস্থার উন্নয়ন ছাড়া যানজট কমানো সম্ভব নয়। মেট্রোরেলের নতুন লাইন চালু হলে যাত্রীদের ভোগান্তি কমবে বলে আশা করা হচ্ছে। সংশ্লিষ্ট কর্তৃপক্ষ জানিয়েছে, বাস রুট রেশনালাইজেশন প্রকল্পের কাজ দ্রুত এগিয়ে চলছে। bbox=[770, 189, 948, 358]
headline-coca: কো-কারিকুলার bbox=[799, 952, 919, 977]
page-bottom-rule bbox=[19, 2280, 1521, 2288]
logo-tagline: The Daily Probaho bbox=[29, 82, 139, 94]
article-body: জমির মালিকানা ও হস্তান্তর সংক্রান্ত তথ্য অনুযায়ী দলিল নং ৭৫৪, খতিয়ান নং ২৩১, দাগ নং ১৪৫৬, জমির পরিমাণ ০.১৫ একর, মূল্য ৩ লক্ষ ৫০ হাজার টাকা। দলিল নং ৮১২, খতিয়ান নং ৪৫৬, দাগ নং ২৩১৪, জমির পরিমাণ ০.২২ একর, মূল্য ৫ লক্ষ ২০ হাজার টাকা। দলিল নং ৯০৩, খতিয়ান নং ৫১২, দাগ নং ৩০১৫, জমির পরিমাণ ০.০৮ একর, মূল্য ১ লক্ষ ৯০ হাজার টাকা। দলিল নং ১০২৪, খতিয়ান নং ৬৭৮, দাগ নং ৪১২৩, জমির পরিমাণ ০.৩৩ একর, মূল্য ৭ লক্ষ ৮০ হাজার টাকা। bbox=[1357, 818, 1530, 1036]
article-body: খুলনা মহানগরীর বিভিন্ন এলাকায় আইনশৃঙ্খলা রক্ষাকারী বাহিনীর অভিযান অব্যাহত রয়েছে। পুলিশ জানায়, গোপন সংবাদের ভিত্তিতে অভিযান চালিয়ে অবৈধ অস্ত্র ও মাদকসহ কয়েকজনকে আটক করা হয়েছে। আটককৃতদের বিরুদ্ধে থানায় মামলা দায়ের করা হয়েছে। এলাকাবাসী অভিযানকে স্বাগত জানিয়ে নিয়মিত টহল বৃদ্ধির দাবি জানিয়েছেন। জেলা প্রশাসন জানিয়েছে, জনগণের জানমালের নিরাপত্তা নিশ্চিতে সর্বোচ্চ তৎপরতা চালানো হচ্ছে। bbox=[221, 1009, 395, 1195]
column-top-1 bbox=[395, 168, 563, 708]
newspaper-logo bbox=[29, 31, 139, 94]
article-body: খুলনা মহানগরীর বিভিন্ন এলাকায় আইনশৃঙ্খলা রক্ষাকারী বাহিনীর অভিযান অব্যাহত রয়েছে। পুলিশ জানায়, গোপন সংবাদের ভিত্তিতে অভিযান চালিয়ে অবৈধ অস্ত্র ও মাদকসহ কয়েকজনকে আটক করা হয়েছে। আটককৃতদের বিরুদ্ধে থানায় মামলা দায়ের করা হয়েছে। এলাকাবাসী অভিযানকে স্বাগত জানিয়ে নিয়মিত টহল বৃদ্ধির দাবি জানিয়েছেন। জেলা প্রশাসন জানিয়েছে, জনগণের জানমালের নিরাপত্তা নিশ্চিতে সর্বোচ্চ তৎপরতা চালানো হচ্ছে। bbox=[409, 1920, 582, 2106]
article-body: আদালত সূত্রে জানা যায়, মামলার অভিযোগপত্রে বেশ কয়েকজনকে আসামি করা হয়েছে। তদন্ত কর্মকর্তা সাক্ষ্যপ্রমাণ সংগ্রহ করে প্রতিবেদন দাখিল করেছেন। পরবর্তী শুনানির তারিখ নির্ধারণ করা হয়েছে আগামী মাসে। বাদীপক্ষের আইনজীবী জানান, তারা ন্যায়বিচার পাওয়ার ব্যাপারে আশাবাদী। আসামিপক্ষ অভিযোগ অস্বীকার করে জামিন আবেদন করেছে। bbox=[597, 1236, 756, 1407]
editorial-date: খুলনা : ১৭ মাঘ ১৪৩১ বাংলা ॥ শুক্রবার ॥ ৩১ জানুয়ারি - ২০২৫ bbox=[38, 276, 372, 299]
continued-note: (শেষ পৃষ্ঠার পর) bbox=[825, 738, 893, 751]
continued-note: (শেষ পৃষ্ঠার পর) bbox=[461, 1691, 529, 1704]
headline-farhad: সাবেক জনপ্রশাসনমন্ত্রী ফরহাদ ২ দিনের রিমান্ডে bbox=[400, 177, 557, 215]
article-body: প্রবাহ রিপোর্ট : ইউক্রেনের বিভিন্ন শহরে রাশিয়ার ড্রোন হামলায় বেশ কয়েকজন নিহত হয়েছেন। স্থানীয় কর্মকর্তারা জানান, রাতভর চালানো এ হামলায় আবাসিক ভবন ও বিদ্যুৎ অবকাঠামো ক্ষতিগ্রস্ত হয়েছে। উদ্ধারকর্মীরা ধ্বংসস্তূপ থেকে আহতদের উদ্ধার করে হাসপাতালে পাঠিয়েছেন। ইউক্রেনের বিমান প্রতিরক্ষা বাহিনী জানিয়েছে, তারা বেশ কয়েকটি ড্রোন ভূপাতিত করেছে। আন্তর্জাতিক সম্প্রদায় এই হামলার নিন্দা জানিয়েছে এবং যুদ্ধবিরতির আহ্বান জানিয়েছে। bbox=[597, 962, 756, 1179]
continued-banner-mid: (১ম ও ৪র্থ পৃষ্ঠার পর) bbox=[29, 724, 756, 757]
column-left-1 bbox=[29, 765, 207, 2267]
